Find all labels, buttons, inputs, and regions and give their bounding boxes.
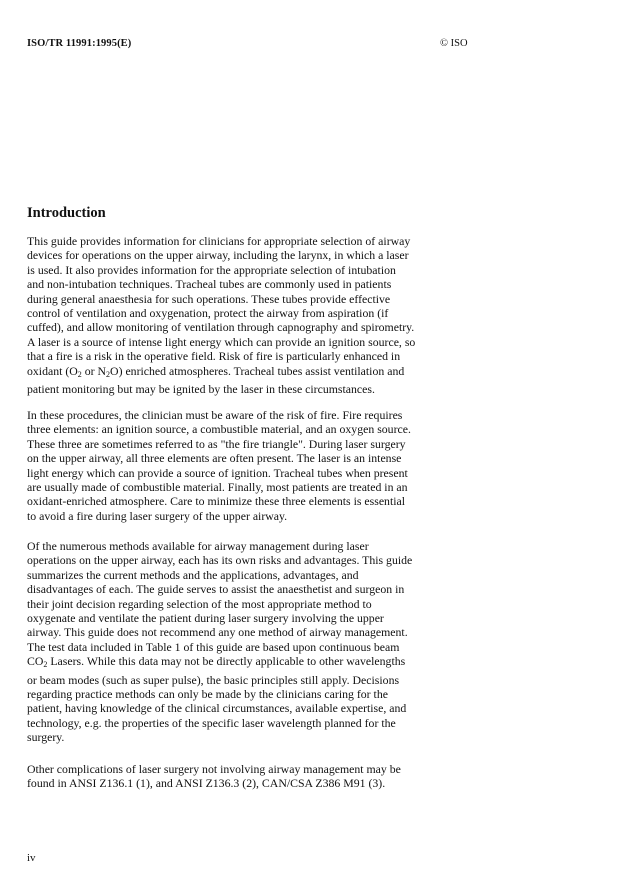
text-line: are usually made of combustible material. Finally, most patients are treated in an xyxy=(27,480,408,495)
subscript: 2 xyxy=(77,369,82,379)
text-line-co2 xyxy=(27,654,497,672)
text-line: during general anaesthesia for such operations. These tubes provide effective xyxy=(27,291,391,306)
text-fragment: or N xyxy=(81,363,107,378)
text-line: that a fire is a risk in the operative field. Risk of fire is particularly enhanced in xyxy=(27,349,401,364)
subscript: 2 xyxy=(43,660,48,670)
text-line: The test data included in Table 1 of this guide are based upon continuous beam xyxy=(27,639,400,654)
text-line-oxidant xyxy=(27,364,497,382)
text-line: These three are sometimes referred to as "the fire triangle". During laser surgery xyxy=(27,436,406,451)
text-line: three elements: an ignition source, a combustible material, and an oxygen source. xyxy=(27,422,411,437)
paragraph-2 xyxy=(27,408,497,523)
text-line: cuffed), and allow monitoring of ventilation through capnography and spirometry. xyxy=(27,320,415,335)
text-line: This guide provides information for clinicians for appropriate selection of airway xyxy=(27,234,411,248)
section-title: Introduction xyxy=(27,205,106,221)
text-line: their joint decision regarding selection of the most appropriate method to xyxy=(27,596,372,611)
text-line: summarizes the current methods and the applications, advantages, and xyxy=(27,567,359,582)
page-number: iv xyxy=(27,852,36,864)
text-line: In these procedures, the clinician must be aware of the risk of fire. Fire requires xyxy=(27,408,403,422)
text-line: airway. This guide does not recommend any one method of airway management. xyxy=(27,625,408,640)
text-line: and non-intubation techniques. Tracheal tubes are commonly used in patients xyxy=(27,277,392,292)
text-line: is used. It also provides information for the appropriate selection of intubation xyxy=(27,262,396,277)
paragraph-1 xyxy=(27,234,497,396)
text-line: found in ANSI Z136.1 (1), and ANSI Z136.3 (2), CAN/CSA Z386 M91 (3). xyxy=(27,776,386,791)
text-line: operations on the upper airway, each has its own risks and advantages. This guide xyxy=(27,553,413,568)
text-line: regarding practice methods can only be made by the clinicians caring for the xyxy=(27,687,388,702)
text-line: or beam modes (such as super pulse), the basic principles still apply. Decisions xyxy=(27,672,400,687)
text-line: A laser is a source of intense light energy which can provide an ignition source, so xyxy=(27,334,416,349)
text-line: oxygenate and ventilate the patient during laser surgery involving the upper xyxy=(27,611,384,626)
text-fragment: oxidant (O xyxy=(27,363,78,378)
text-fragment: O) enriched atmospheres. Tracheal tubes assist ventilation and xyxy=(110,363,405,378)
text-line: on the upper airway, all three elements are often present. The laser is an intense xyxy=(27,451,402,466)
text-line: oxidant-enriched atmosphere. Care to minimize these three elements is essential xyxy=(27,494,406,509)
text-line: to avoid a fire during laser surgery of the upper airway. xyxy=(27,508,288,523)
text-line: light energy which can provide a source of ignition. Tracheal tubes when present xyxy=(27,465,408,480)
text-line: disadvantages of each. The guide serves to assist the anaesthetist and surgeon in xyxy=(27,582,405,597)
text-fragment: Lasers. While this data may not be directly applicable to other wavelengths xyxy=(47,654,406,669)
text-line: devices for operations on the upper airway, including the larynx, in which a laser xyxy=(27,248,409,263)
text-line: control of ventilation and oxygenation, protect the airway from aspiration (if xyxy=(27,306,389,321)
text-line: patient, having knowledge of the clinical circumstances, available expertise, and xyxy=(27,701,407,716)
paragraph-3 xyxy=(27,539,497,745)
subscript: 2 xyxy=(106,369,111,379)
text-line: Of the numerous methods available for airway management during laser xyxy=(27,539,369,553)
document-id: ISO/TR 11991:1995(E) xyxy=(27,38,132,49)
copyright-mark: © ISO xyxy=(440,38,468,49)
paragraph-4 xyxy=(27,762,497,791)
text-line: Other complications of laser surgery not involving airway management may be xyxy=(27,762,401,776)
text-line: surgery. xyxy=(27,730,65,745)
text-line: patient monitoring but may be ignited by the laser in these circumstances. xyxy=(27,382,375,397)
text-line: technology, e.g. the properties of the specific laser wavelength planned for the xyxy=(27,715,396,730)
text-fragment: CO xyxy=(27,654,44,669)
